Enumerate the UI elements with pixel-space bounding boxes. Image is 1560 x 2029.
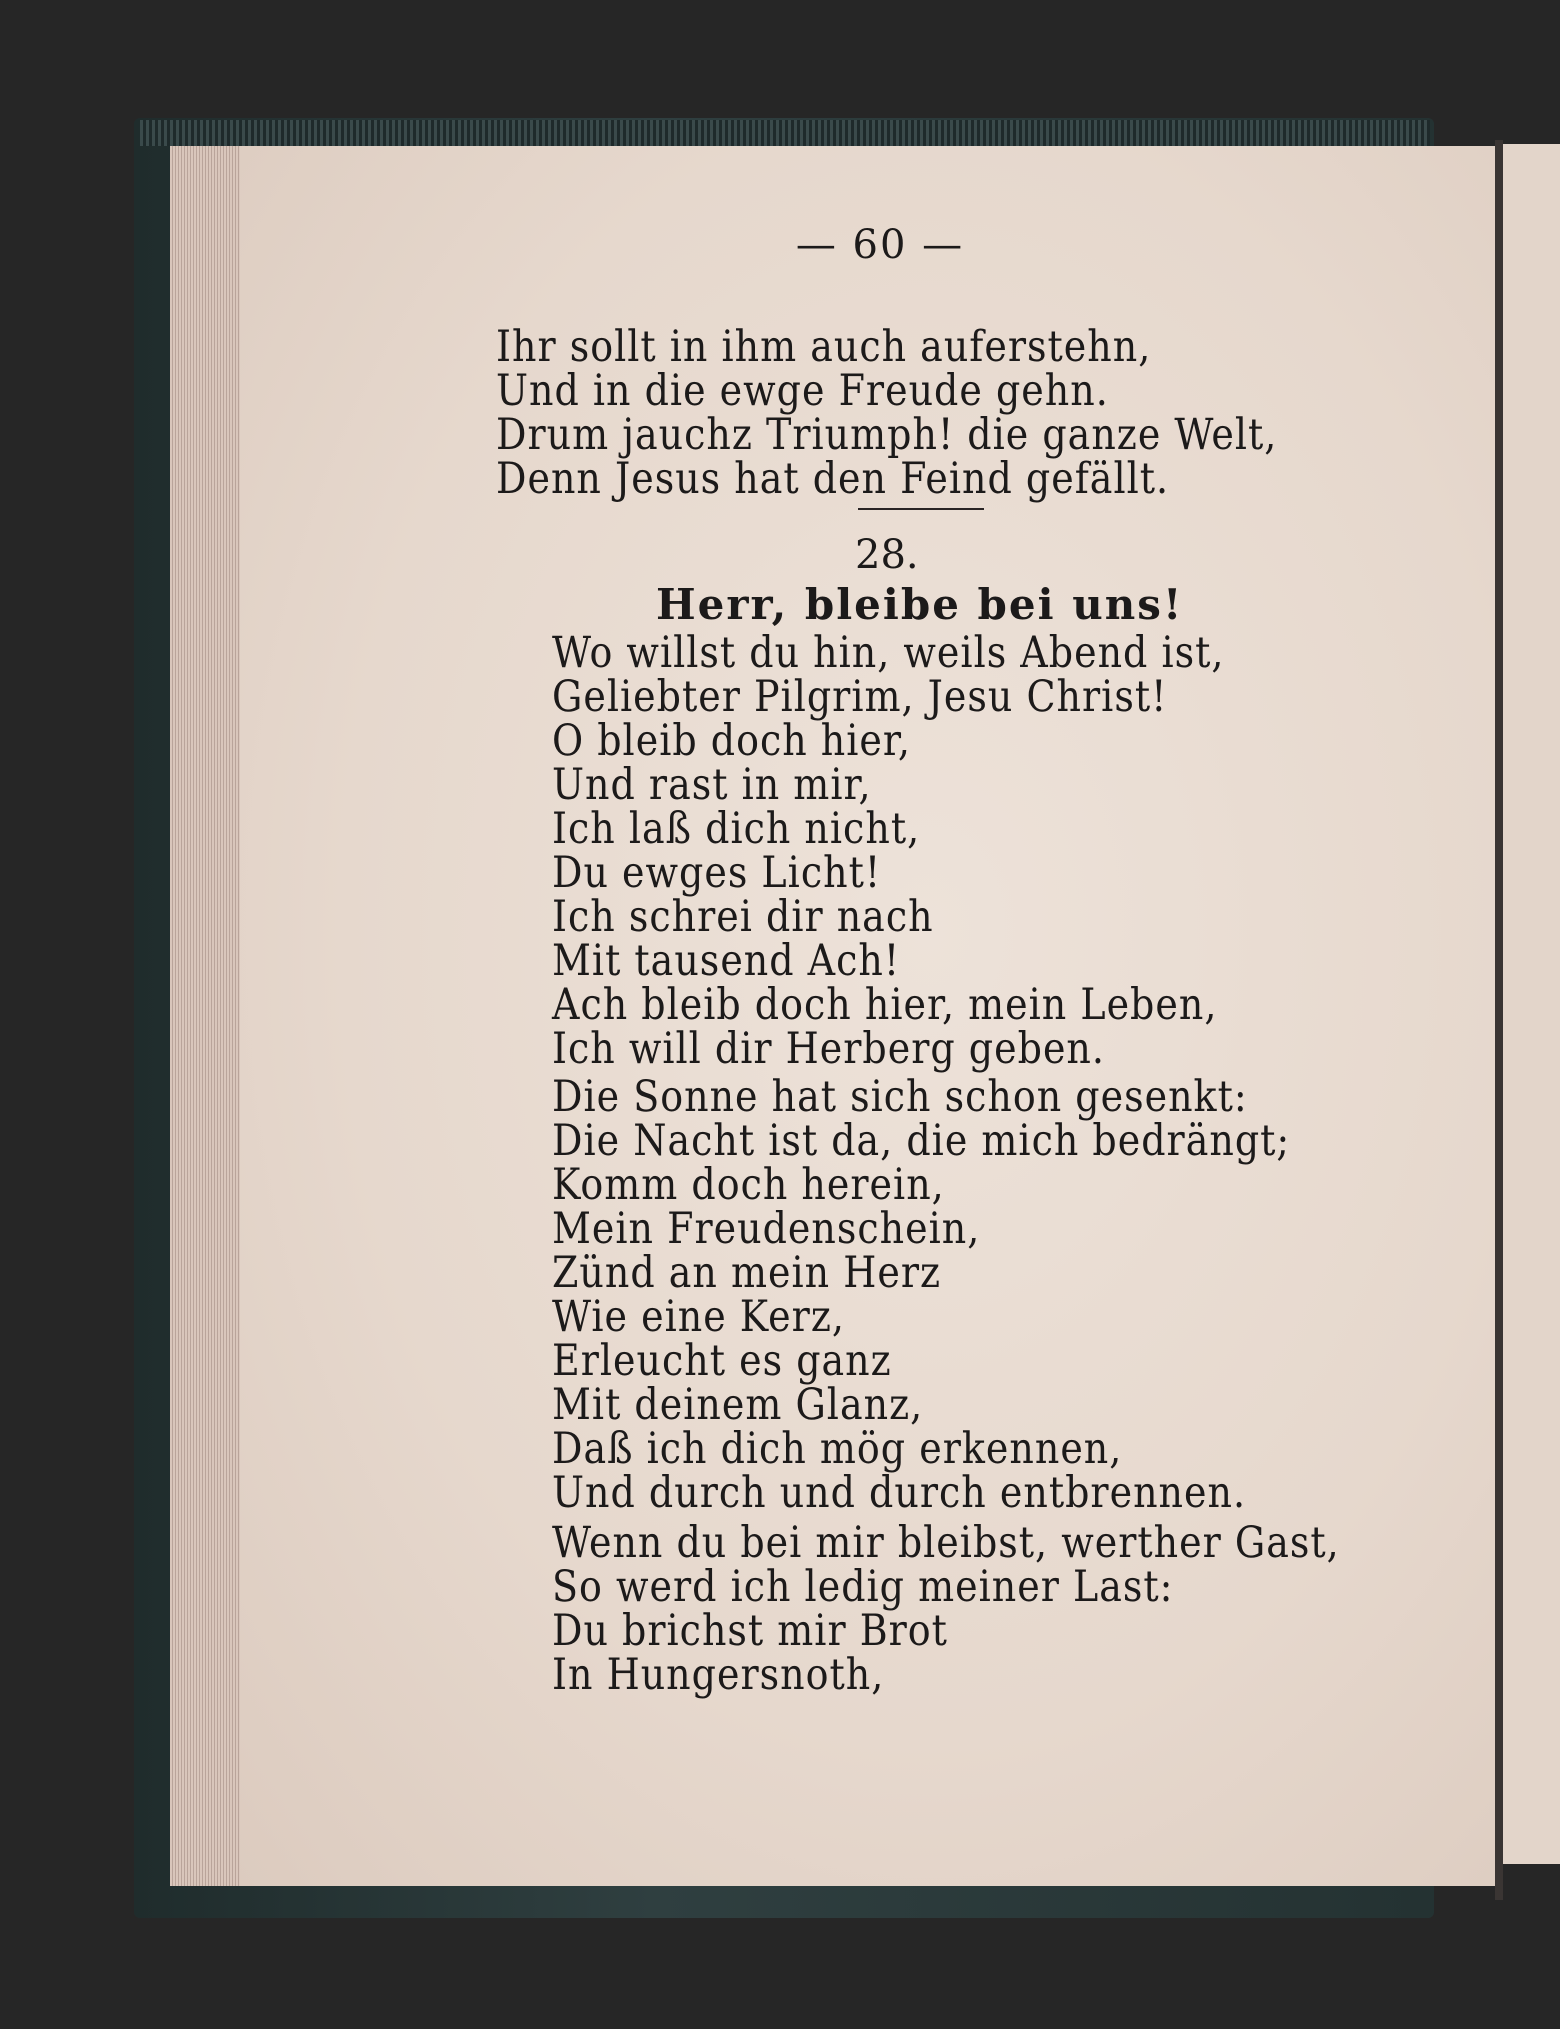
verse-line: Drum jauchz Triumph! die ganze Welt, (496, 410, 1278, 460)
verse-line: Du brichst mir Brot (552, 1606, 948, 1656)
verse-line: Wenn du bei mir bleibst, werther Gast, (552, 1518, 1340, 1568)
verse-line: Geliebter Pilgrim, Jesu Christ! (552, 672, 1168, 722)
verse-line: So werd ich ledig meiner Last: (552, 1562, 1174, 1612)
verse-line: Zünd an mein Herz (552, 1248, 942, 1298)
hymn-number: 28. (855, 532, 919, 578)
verse-line: Und durch und durch entbrennen. (552, 1468, 1247, 1518)
verse-line: Komm doch herein, (552, 1160, 945, 1210)
next-page-edge (1503, 144, 1560, 1864)
verse-line: Ihr sollt in ihm auch auferstehn, (496, 322, 1152, 372)
verse-line: Mit deinem Glanz, (552, 1380, 924, 1430)
verse-line: Erleucht es ganz (552, 1336, 892, 1386)
verse-line: Ich will dir Herberg geben. (552, 1024, 1105, 1074)
verse-line: Ich laß dich nicht, (552, 804, 921, 854)
verse-line: Wo willst du hin, weils Abend ist, (552, 628, 1225, 678)
verse-line: Die Sonne hat sich schon gesenkt: (552, 1072, 1248, 1122)
verse-line: Ich schrei dir nach (552, 892, 934, 942)
verse-line: Daß ich dich mög erkennen, (552, 1424, 1123, 1474)
page-edges (170, 146, 250, 1886)
verse-line: Und rast in mir, (552, 760, 872, 810)
verse-line: Mein Freudenschein, (552, 1204, 981, 1254)
verse-line: Wie eine Kerz, (552, 1292, 845, 1342)
verse-line: Und in die ewge Freude gehn. (496, 366, 1109, 416)
verse-line: Du ewges Licht! (552, 848, 882, 898)
verse-line: Mit tausend Ach! (552, 936, 901, 986)
verse-line: Ach bleib doch hier, mein Leben, (552, 980, 1218, 1030)
verse-line: Denn Jesus hat den Feind gefällt. (496, 454, 1170, 504)
verse-line: In Hungersnoth, (552, 1650, 885, 1700)
verse-line: O bleib doch hier, (552, 716, 911, 766)
book-spine-top (140, 120, 1430, 146)
hymn-title: Herr, bleibe bei uns! (656, 580, 1184, 629)
verse-line: Die Nacht ist da, die mich bedrängt; (552, 1116, 1291, 1166)
section-rule (858, 508, 984, 510)
page-number: — 60 — (795, 222, 965, 268)
book-gutter (1495, 140, 1503, 1900)
